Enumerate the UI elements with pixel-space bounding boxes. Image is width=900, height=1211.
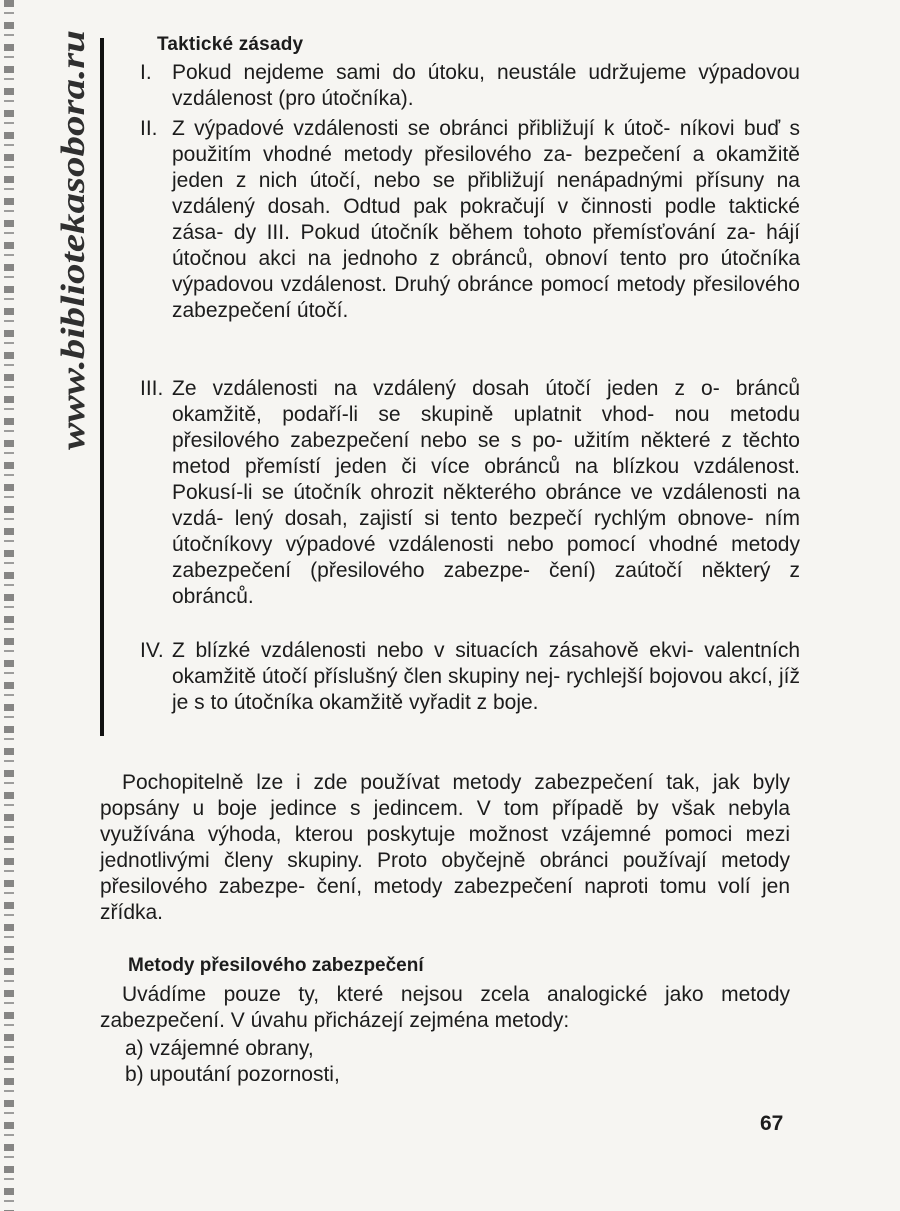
page-binding-edge (4, 0, 14, 1211)
methods-list-item-b: b) upoutání pozornosti, (125, 1063, 340, 1086)
tactic-item-4 (140, 638, 800, 716)
body-paragraph (100, 770, 790, 926)
watermark-text: www.bibliotekasobora.ru (55, 101, 92, 450)
watermark (40, 20, 100, 460)
section-marker-bar (100, 38, 104, 736)
page-number: 67 (760, 1112, 784, 1135)
body-paragraph-text: Pochopitelně lze i zde používat metody zabezpečení tak, jak byly popsány u boje jedince s jedincem. V tom případě by však nebyla využívána výhoda, kterou poskytuje možnost vzájemné pomoci mezi jednotlivými členy skupiny. Proto obyčejně obránci používají metody přesilového zabezpe- čení, metody zabezpečení naproti tomu volí jen zřídka. (100, 771, 790, 924)
methods-list-item-a: a) vzájemné obrany, (125, 1037, 314, 1060)
tactic-item-1 (140, 60, 800, 112)
tactic-text: Z blízké vzdálenosti nebo v situacích zásahově ekvi- valentních okamžitě útočí příslušný člen skupiny nej- rychlejší bojovou akcí, jíž je s to útočníka okamžitě vyřadit z boje. (172, 639, 800, 714)
section-title: Taktické zásady (157, 34, 304, 55)
tactic-text: Pokud nejdeme sami do útoku, neustále udržujeme výpadovou vzdálenost (pro útočníka). (172, 61, 800, 110)
tactic-text: Z výpadové vzdálenosti se obránci přibližují k útoč- níkovi buď s použitím vhodné metody přesilového za- bezpečení a okamžitě jeden z nich útočí, nebo se přibližují nenápadnými přísuny na vzdálený dosah. Odtud pak pokračují v činnosti podle taktické zása- dy III. Pokud útočník během tohoto přemísťování za- hájí útočnou akci na jednoho z obránců, obnoví tento pro útočníka výpadovou vzdálenost. Druhý obránce pomocí metody přesilového zabezpečení útočí. (172, 117, 800, 322)
methods-intro-text: Uvádíme pouze ty, které nejsou zcela analogické jako metody zabezpečení. V úvahu přicházejí zejména metody: (100, 983, 790, 1032)
tactic-text: Ze vzdálenosti na vzdálený dosah útočí jeden z o- bránců okamžitě, podaří-li se skupině uplatnit vhod- nou metodu přesilového zabezpečení nebo se s po- užitím některé z těchto metod přemístí jeden či více obránců na blízkou vzdálenost. Pokusí-li se útočník ohrozit některého obránce ve vzdálenosti na vzdá- lený dosah, zajistí si tento bezpečí rychlým obnove- ním útočníkovy výpadové vzdálenosti nebo pomocí vhodné metody zabezpečení (přesilového zabezpe- čení) zaútočí některý z obránců. (172, 377, 800, 608)
tactic-number: III. (140, 377, 164, 400)
tactic-item-2 (140, 116, 800, 324)
methods-heading: Metody přesilového zabezpečení (128, 955, 424, 976)
tactic-number: IV. (140, 639, 164, 662)
methods-intro (100, 982, 790, 1034)
tactic-number: II. (140, 117, 158, 140)
tactic-item-3 (140, 376, 800, 610)
tactic-number: I. (140, 61, 152, 84)
